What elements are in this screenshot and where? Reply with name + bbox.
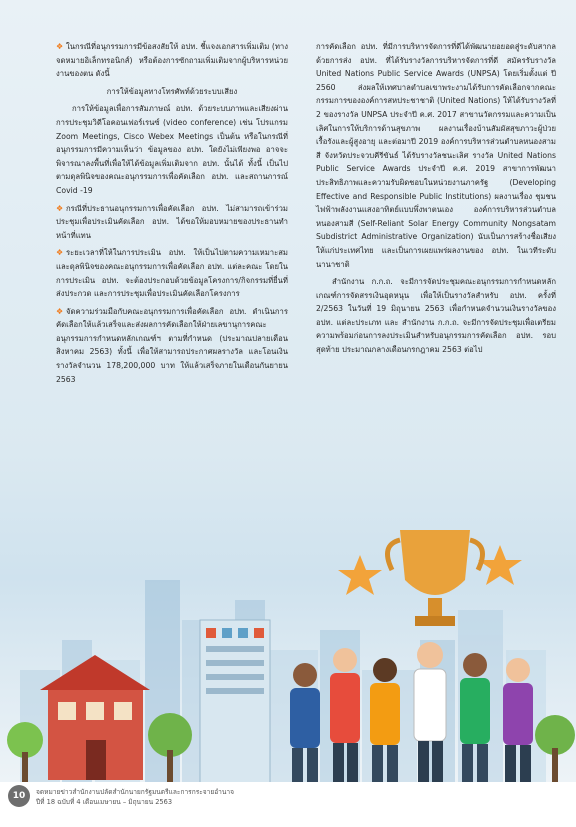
paragraph-text: จัดความร่วมมือกับคณะอนุกรรมการเพื่อคัดเลือก อปท. ดำเนินการคัดเลือกให้แล้วเสร็จและส่งผลการคัดเลือกให้ฝ่ายเลขานุการคณะอนุกรรมการกำหนดหลักเกณฑ์ฯ ตามที่กำหนด (ประมาณปลายเดือนสิงหาคม 2563) ทั้งนี้ เพื่อให้สามารถประกาศผลรางวัล และโอนเงินรางวัลจำนวน 178,200,000 บาท ให้แล้วเสร็จภายในเดือนกันยายน 2563	[56, 306, 288, 384]
page-footer	[0, 782, 576, 827]
paragraph	[56, 305, 288, 387]
paragraph: สำนักงาน ก.ก.ถ. จะมีการจัดประชุมคณะอนุกรรมการกำหนดหลักเกณฑ์การจัดสรรเงินอุดหนุน เพื่อให้เป็นรางวัลสำหรับ อปท. ครั้งที่ 2/2563 ในวันที่ 19 มิถุนายน 2563 เพื่อกำหนดจำนวนเงินรางวัลของ อปท. แต่ละประเภท และ สำนักงาน ก.ก.ถ. จะมีการจัดประชุมเพื่อเตรียมความพร้อมก่อนการลงประเมินสำหรับอนุกรรมการคัดเลือก อปท. รอบสุดท้าย ประมาณกลางเดือนกรกฎาคม 2563 ต่อไป	[316, 277, 556, 355]
paragraph	[56, 246, 288, 300]
diamond-bullet-icon: ❖	[56, 42, 64, 51]
paragraph-text: กรณีที่ประธานอนุกรรมการเพื่อคัดเลือก อปท. ไม่สามารถเข้าร่วมประชุมเพื่อประเมินคัดเลือก อปท. ได้ขอให้มอบหมายของประธานทำหน้าที่แทน	[56, 203, 288, 240]
paragraph-text: ระยะเวลาที่ให้ในการประเมิน อปท. ให้เป็นไปตามความเหมาะสมและดุลพินิจของคณะอนุกรรมการเพื่อคัดเลือก อปท. แต่ละคณะ โดยในการประเมิน อปท. จะต้องประกอบด้วยข้อมูลโครงการ/กิจกรรมที่ยื่นที่ส่งประกวด และการประชุมเพื่อประเมินคัดเลือกโครงการ	[56, 248, 288, 299]
footer-publication-title: จดหมายข่าวสำนักงานปลัดสำนักนายกรัฐมนตรีและการกระจายอำนาจ	[36, 788, 234, 796]
diamond-bullet-icon: ❖	[56, 306, 64, 316]
diamond-bullet-icon: ❖	[56, 248, 64, 258]
office-building	[200, 620, 270, 790]
subheading: การให้ข้อมูลทางโทรศัพท์ด้วยระบบเสียง	[106, 86, 238, 96]
left-column	[56, 40, 288, 390]
diamond-bullet-icon: ❖	[56, 203, 64, 213]
paragraph	[56, 202, 288, 243]
paragraph	[56, 40, 288, 81]
paragraph-text: ในกรณีที่อนุกรรมการมีข้อสงสัยให้ อปท. ชี้แจงเอกสารเพิ่มเติม (ทางจดหมายอิเล็กทรอนิกส์) หรือต้องการซักถามเพิ่มเติมจากผู้บริหารหน่วยงานของตน ดังนี้	[56, 42, 288, 79]
footer-issue-info: ปีที่ 18 ฉบับที่ 4 เดือนเมษายน – มิถุนายน 2563	[36, 798, 173, 806]
paragraph: การคัดเลือก อปท. ที่มีการบริหารจัดการที่ดีได้พัฒนายอยอดสู่ระดับสากล ด้วยการส่ง อปท. ที่ได้รับรางวัลการบริหารจัดการที่ดี สมัครรับรางวัล United Nations Public Service Awards (UNPSA) โดยเริ่มตั้งแต่ ปี 2560 ส่งผลให้เทศบาลตำบลเขาพระงามได้รับการคัดเลือกจากคณะกรรมการขององค์การสหประชาชาติ (United Nations) ให้ได้รับรางวัลที่ 2 ของรางวัล UNPSA ประจำปี ค.ศ. 2017 สาขานวัตกรรมและความเป็นเลิศในการให้บริการด้านสุขภาพ ผลงานเรื่องบ้านสัมผัสสุขภาวะผู้ป่วยเรื้อรังและผู้สูงอายุ และต่อมาปี 2019 องค์การบริหารส่วนตำบลหนองสามสี จังหวัดประจวบคีรีขันธ์ ได้รับรางวัลชนะเลิศ รางวัล United Nations Public Service Awards ประจำปี ค.ศ. 2019 สาขาการพัฒนาประสิทธิภาพและความรับผิดชอบในหน่วยงานภาครัฐ (Developing Effective and Responsible Public Institutions) ผลงานเรื่อง ชุมชนไฟฟ้าพลังงานแสงอาทิตย์แบบพึ่งพาตนเอง องค์การบริหารส่วนตำบลหนองสามสี (Self-Reliant Solar Energy Community Nongsatam Subdistrict Administrative Organization) นับเป็นการสร้างชื่อเสียงให้แก่ประเทศไทย และเป็นการเผยแพร่ผลงานของ อปท. ในเวทีระดับนานาชาติ	[316, 42, 556, 269]
right-column	[316, 40, 556, 361]
page-number: 10	[8, 785, 30, 807]
paragraph: การให้ข้อมูลเพื่อการสัมภาษณ์ อปท. ด้วยระบบภาพและเสียงผ่านการประชุมวิดีโอคอนเฟอร์เรนซ์ (video conference) เช่น โปรแกรม Zoom Meetings, Cisco Webex Meetings เป็นต้น หรือในกรณีที่อนุกรรมการมีความเห็นว่า ข้อมูลของ อปท. ใดยังไม่เพียงพอ อาจจะพิจารณาลงพื้นที่เพื่อให้ได้ข้อมูลเพิ่มเติมจาก อปท. นั้นได้ ทั้งนี้ เป็นไปตามดุลพินิจของคณะอนุกรรมการเพื่อคัดเลือก อปท. และสถานการณ์ Covid -19	[56, 104, 288, 195]
city-team-illustration	[0, 520, 576, 795]
